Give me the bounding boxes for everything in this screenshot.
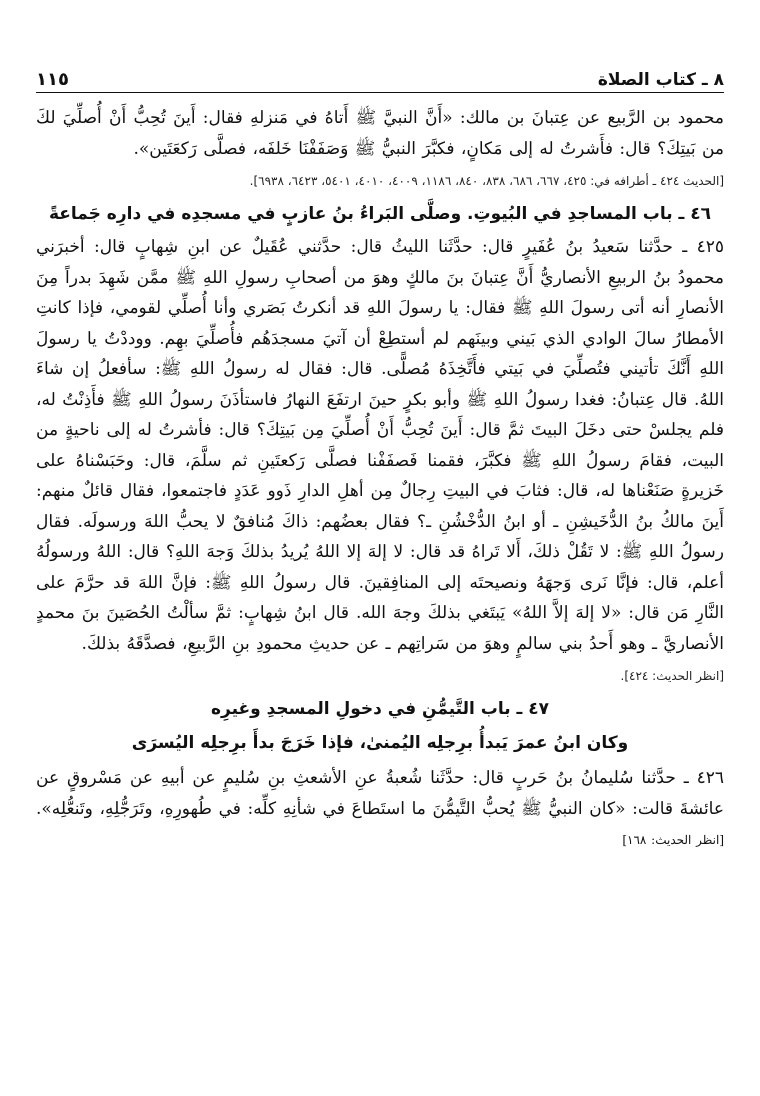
hadith-425-note: [انظر الحديث: ٤٢٤]. [620,669,724,683]
chapter-46-heading: ٤٦ ـ باب المساجدِ في البُيوتِ. وصلَّى البَراءُ بنُ عازبٍ في مسجدِه في دارِه جَماعةً [48,204,712,224]
hadith-424-note: [الحديث ٤٢٤ ـ أطرافه في: ٤٢٥، ٦٦٧، ٦٨٦، ٨٣٨، ٨٤٠، ١١٨٦، ٤٠٠٩، ٤٠١٠، ٥٤٠١، ٦٤٢٣، ٦٩٣٨]. [249,174,724,188]
hadith-424-continuation: محمود بن الرَّبيع عن عِتبانَ بن مالك: «أَنَّ النبيَّ ﷺ أَتاهُ في مَنزلهِ فقال: أَينَ تُحِبُّ أَنْ أُصلِّيَ لكَ من بَيتِكَ؟ قال: فأَشرتُ له إلى مَكانٍ، فكبَّرَ النبيُّ ﷺ وَصَفَفْنَا خَلفَه، فصلَّى رَكعَتَين». [36,108,724,159]
page-number: ١١٥ [36,69,69,90]
hadith-425 [36,232,724,659]
chapter-running-title: ٨ ـ كتاب الصلاة [597,70,724,90]
hadith-426-note: [انظر الحديث: ١٦٨] [622,833,724,847]
chapter-47-subheading: وكان ابنُ عمرَ يَبدأُ برِجلِه اليُمنىٰ، فإذا خَرَجَ بدأَ برِجلِه اليُسرَى [131,733,629,753]
hadith-425-text: ٤٢٥ ـ حدَّثنا سَعيدُ بنُ عُفَيرٍ قال: حدَّثَنا الليثُ قال: حدَّثني عُقَيلٌ عن ابنِ شِهابٍ قال: أخبرَني محمودُ بنُ الربيعِ الأنصاريُّ أَنَّ عِتبانَ بنَ مالكٍ وهوَ من أصحابِ رسولِ اللهِ ﷺ ممَّن شَهِدَ بدراً مِنَ الأنصارِ أنه أتى رسولَ اللهِ ﷺ فقال: يا رسولَ اللهِ قد أنكرتُ بَصَري وأنا أُصلِّي لقومي، فإذا كانتِ الأمطارُ سالَ الوادي الذي بَيني وبينَهم لم أستطِعْ أن آتيَ مسجدَهُم فأُصلِّيَ بهِم. ووددْتُ يا رسولَ اللهِ أَنَّكَ تأتيني فتُصلِّيَ في بَيتي فأَتَّخِذَهُ مُصلًّى. قال: فقال له رسولُ اللهِ ﷺ: سأفعلُ إن شاءَ اللهُ. قال عِتبانُ: فغدا رسولُ اللهِ ﷺ وأبو بكرٍ حينَ ارتفَعَ النهارُ فاستأذَنَ رسولُ اللهِ ﷺ فأَذِنْتُ له، فلم يجلسْ حتى دخَلَ البيتَ ثمَّ قال: أَينَ تُحِبُّ أَنْ أُصلِّيَ مِن بَيتِكَ؟ قال: فأشرتُ له إلى ناحيةٍ من البيت، فقامَ رسولُ اللهِ ﷺ فكبَّرَ، فقمنا فَصفَفْنا فصلَّى رَكعتَينِ ثم سلَّمَ، قال: وحَبَسْناهُ على خَزيرةٍ صَنَعْناها له، قال: فثابَ في البيتِ رِجالٌ مِن أهلِ الدارِ ذَوو عَدَدٍ فاجتمعوا، فقال قائلٌ منهم: أَينَ مالكُ بنُ الدُّخَيشِنِ ـ أو ابنُ الدُّخْشُنِ ـ؟ فقال بعضُهم: ذاكَ مُنافقٌ لا يحبُّ اللهَ ورسولَه. فقال رسولُ اللهِ ﷺ: لا تَقُلْ ذلكَ، أَلا تَراهُ قد قال: لا إلهَ إلا اللهُ يُريدُ بذلكَ وَجهَ اللهِ؟ قال: اللهُ ورسولُهُ أعلم، قال: فإنَّا نَرى وَجهَهُ ونصيحتَه إلى المنافِقينَ. قال رسولُ اللهِ ﷺ: فإنَّ اللهَ قد حرَّمَ على النَّارِ مَن قال: «لا إلهَ إلاَّ اللهُ» يَبتَغي بذلكَ وجهَ الله. قال ابنُ شِهابٍ: ثمَّ سألْتُ الحُصَينَ بنَ محمدٍ الأنصاريَّ ـ وهو أَحدُ بني سالمٍ وهوَ من سَراتِهم ـ عن حديثِ محمودِ بنِ الرَّبيعِ، فصدَّقَهُ بذلكَ. [36,237,724,654]
hadith-426-text: ٤٢٦ ـ حدَّثنا سُليمانُ بنُ حَربٍ قال: حدَّثَنا شُعبةُ عنِ الأشعثِ بنِ سُليمٍ عن أبيهِ عن مَسْروقٍ عن عائشةَ قالت: «كان النبيُّ ﷺ يُحبُّ التَّيمُّنَ ما استَطاعَ في شأنِهِ كلِّه: في طُهورِهِ، وتَرَجُّلِهِ، وتَنعُّلِه». [36,768,724,819]
chapter-47-heading: ٤٧ ـ باب التَّيمُّنِ في دخولِ المسجدِ وغيرِه [210,699,550,719]
page [36,60,724,856]
page-header [36,60,724,93]
hadith-426 [36,763,724,856]
